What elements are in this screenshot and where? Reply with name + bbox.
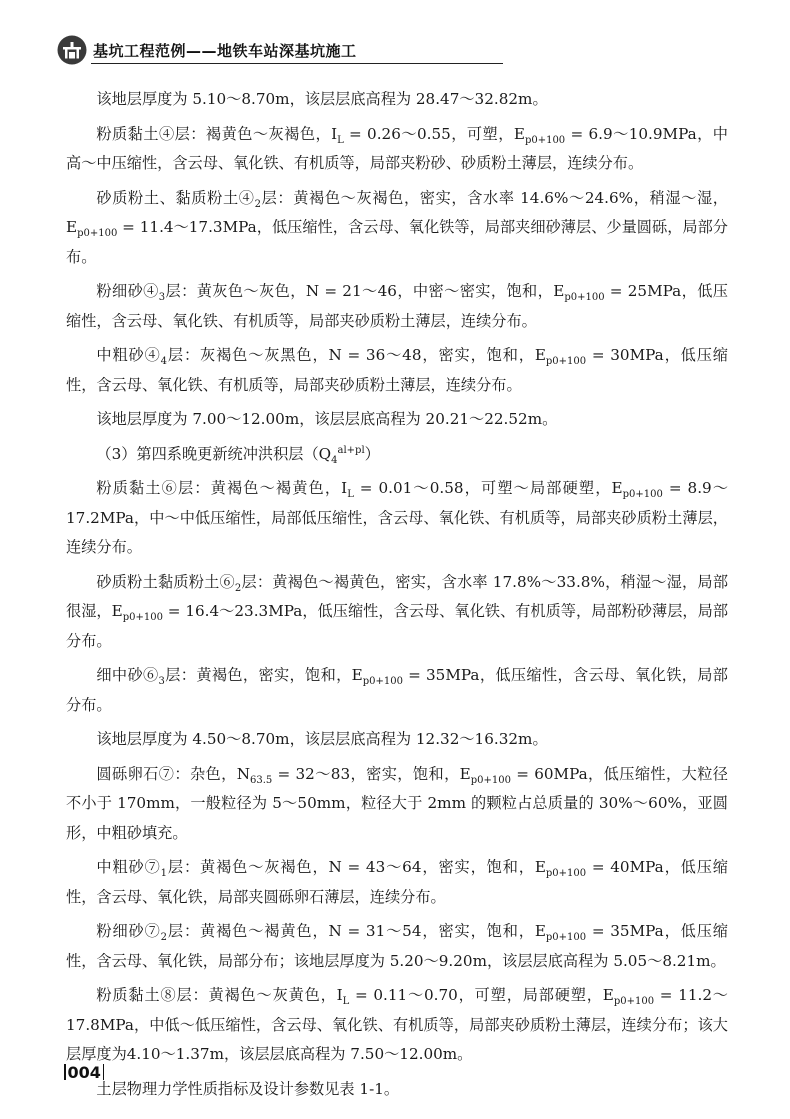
paragraph: 砂质粉土、黏质粉土$④_2$层：黄褐色～灰褐色，密实，含水率 14.6%～24.6%，稍湿～湿，$E_{p0+100}$ = 11.4～17.3MPa，低压缩性，含云母、氧化铁等，局部夹细砂薄层、少量圆砾，局部分布。 xyxy=(66,188,728,266)
header-divider xyxy=(91,63,503,64)
paragraph: 中粗砂$⑦_1$层：黄褐色～灰褐色，N = 43～64，密实，饱和，$E_{p0+100} = 40MPa$，低压缩性，含云母、氧化铁，局部夹圆砾卵石薄层，连续分布。 xyxy=(66,858,728,906)
paragraph: 中粗砂$④_4$层：灰褐色～灰黑色，N = 36～48，密实，饱和，$E_{p0+100} = 30MPa$，低压缩性，含云母、氧化铁、有机质等，局部夹砂质粉土薄层，连续分布。 xyxy=(66,346,728,394)
section-heading: （3）第四系晚更新统冲洪积层$(Q_4^{al+pl})$ xyxy=(96,444,380,466)
paragraph: 粉质黏土⑥层：黄褐色～褐黄色，$I_L$ = 0.01～0.58，可塑～局部硬塑，$E_{p0+100}$ = 8.9～17.2MPa，中～中低压缩性，局部低压缩性，含云母、氧化铁、有机质等，局部夹砂质粉土薄层，连续分布。 xyxy=(66,479,729,556)
page-footer xyxy=(62,1063,106,1082)
running-title: 基坑工程范例——地铁车站深基坑施工 xyxy=(93,42,357,60)
paragraph: 圆砾卵石⑦：杂色，$N_{63.5}$ = 32～83，密实，饱和，$E_{p0+100} = 60MPa$，低压缩性，大粒径不小于 170mm，一般粒径为 5～50mm，粒径大于 2mm 的颗粒占总质量的 30%～60%，亚圆形，中粗砂填充。 xyxy=(66,764,728,842)
paragraph: 该地层厚度为 5.10～8.70m，该层层底高程为 28.47～32.82m。 xyxy=(96,90,548,108)
book-logo-icon xyxy=(57,35,87,65)
page-header xyxy=(0,0,790,72)
body-text xyxy=(66,85,728,1109)
paragraph: 粉质黏土⑧层：黄褐色～灰黄色，$I_L$ = 0.11～0.70，可塑，局部硬塑，$E_{p0+100}$ = 11.2～17.8MPa，中低～低压缩性，含云母、氧化铁、有机质等，局部夹砂质粉土薄层，连续分布；该大层厚度为4.10～1.37m，该层层底高程为 7.50～12.00m。 xyxy=(66,986,728,1063)
paragraph: 砂质粉土黏质粉土$⑥_2$层：黄褐色～褐黄色，密实，含水率 17.8%～33.8%，稍湿～湿，局部很湿，$E_{p0+100}$ = 16.4～23.3MPa，低压缩性，含云母、氧化铁、有机质等，局部粉砂薄层，局部分布。 xyxy=(66,572,729,650)
paragraph: 土层物理力学性质指标及设计参数见表 1-1。 xyxy=(96,1079,400,1098)
paragraph: 粉细砂$⑦_2$层：黄褐色～褐黄色，N = 31～54，密实，饱和，$E_{p0+100} = 35MPa$，低压缩性，含云母、氧化铁，局部分布；该地层厚度为 5.20～9.20m，该层层底高程为 5.05～8.21m。 xyxy=(66,922,728,970)
page-number: 004 xyxy=(67,1063,101,1082)
paragraph: 该地层厚度为 7.00～12.00m，该层层底高程为 20.21～22.52m。 xyxy=(96,410,558,428)
footer-bar-left xyxy=(64,1064,66,1080)
paragraph: 粉质黏土④层：褐黄色～灰褐色，$I_L$ = 0.26～0.55，可塑，$E_{p0+100}$ = 6.9～10.9MPa，中高～中压缩性，含云母、氧化铁、有机质等，局部夹粉砂、砂质粉土薄层，连续分布。 xyxy=(66,124,728,172)
footer-bar-right xyxy=(103,1064,105,1080)
paragraph: 该地层厚度为 4.50～8.70m，该层层底高程为 12.32～16.32m。 xyxy=(96,730,548,748)
paragraph: 细中砂$⑥_3$层：黄褐色，密实，饱和，$E_{p0+100} = 35MPa$，低压缩性，含云母、氧化铁，局部分布。 xyxy=(66,666,728,714)
paragraph: 粉细砂$④_3$层：黄灰色～灰色，N = 21～46，中密～密实，饱和，$E_{p0+100} = 25MPa$，低压缩性，含云母、氧化铁、有机质等，局部夹砂质粉土薄层，连续分布。 xyxy=(66,282,728,330)
